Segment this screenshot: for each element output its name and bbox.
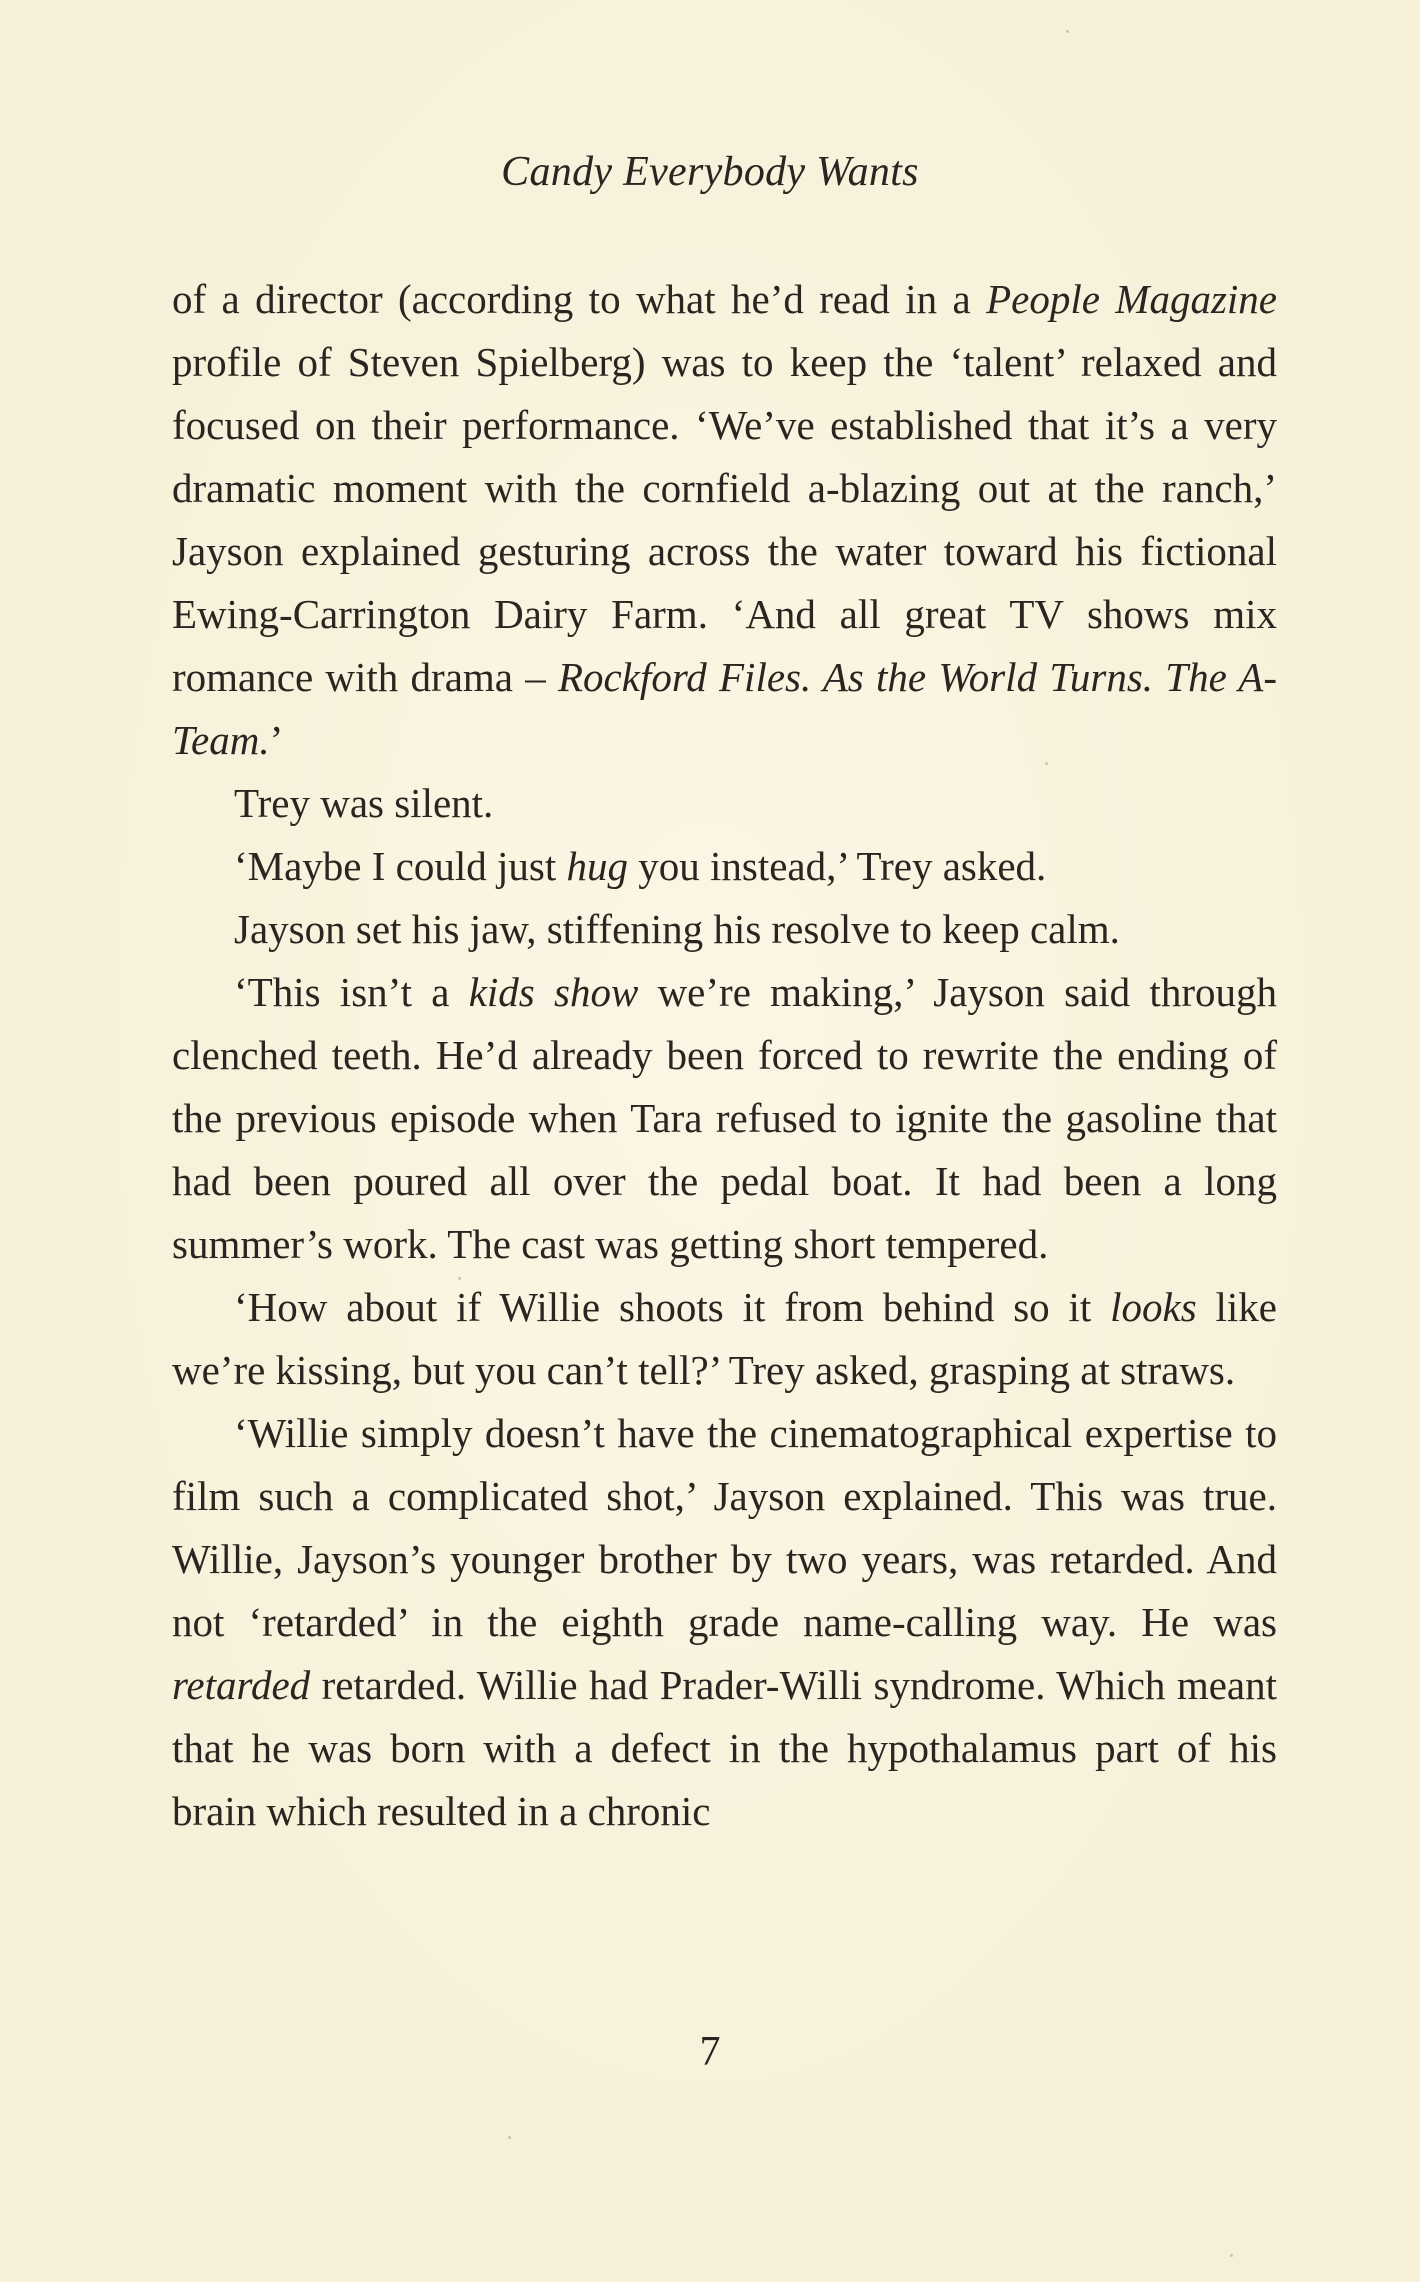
paper-speck [1230,2254,1233,2257]
body-paragraph [172,961,1277,1276]
italic-text: kids show [468,969,639,1015]
paper-speck [1066,30,1069,33]
page-number: 7 [699,2029,721,2075]
paper-speck [1045,762,1048,765]
paragraph-text: Jayson set his jaw, stiffening his resolve to keep calm. [234,906,1120,952]
paragraph-text: ‘Maybe I could just [234,843,567,889]
paragraph-text: ‘Willie simply doesn’t have the cinematographical expertise to film such a complicated shot,’ Jayson explained. This was true. Willie, Jayson’s younger brother by two years, was retarded. And not ‘retarded’ in the eighth grade name-calling way. He was [172,1410,1277,1645]
paragraph-text: we’re making,’ Jayson said through clenched teeth. He’d already been forced to rewrite the ending of the previous episode when Tara refused to ignite the gasoline that had been poured all over the pedal boat. It had been a long summer’s work. The cast was getting short tempered. [172,969,1277,1267]
body-paragraph [172,835,1277,898]
paragraph-text: ‘This isn’t a [234,969,469,1015]
paragraph-text: ’ [269,717,284,763]
paragraph-text: ‘How about if Willie shoots it from behind so it [234,1284,1111,1330]
italic-text: Rockford Files. As the World Turns. The A-Team. [172,654,1277,763]
paragraph-text: like we’re kissing, but you can’t tell?’ Trey asked, grasping at straws. [172,1284,1277,1393]
paper-speck [458,1277,461,1280]
paragraph-text: you instead,’ Trey asked. [627,843,1047,889]
body-paragraph [172,268,1277,772]
paragraph-text: profile of Steven Spielberg) was to keep the ‘talent’ relaxed and focused on their performance. ‘We’ve established that it’s a very dramatic moment with the cornfield a-blazing out at the ranch,’ Jayson explained gesturing across the water toward his fictional Ewing-Carrington Dairy Farm. ‘And all great TV shows mix romance with drama – [172,339,1277,700]
body-text [172,268,1277,1843]
body-paragraph [172,1276,1277,1402]
italic-text: retarded [172,1662,311,1708]
paragraph-text: of a director (according to what he’d read in a [172,276,987,322]
italic-text: looks [1110,1284,1197,1330]
body-paragraph [172,1402,1277,1843]
running-title: Candy Everybody Wants [501,149,919,195]
body-paragraph [172,898,1277,961]
italic-text: hug [566,843,628,889]
body-paragraph [172,772,1277,835]
paragraph-text: Trey was silent. [234,780,494,826]
paper-speck [508,2136,511,2139]
paragraph-text: retarded. Willie had Prader-Willi syndrome. Which meant that he was born with a defect in the hypothalamus part of his brain which resulted in a chronic [172,1662,1277,1834]
italic-text: People Magazine [986,276,1277,322]
